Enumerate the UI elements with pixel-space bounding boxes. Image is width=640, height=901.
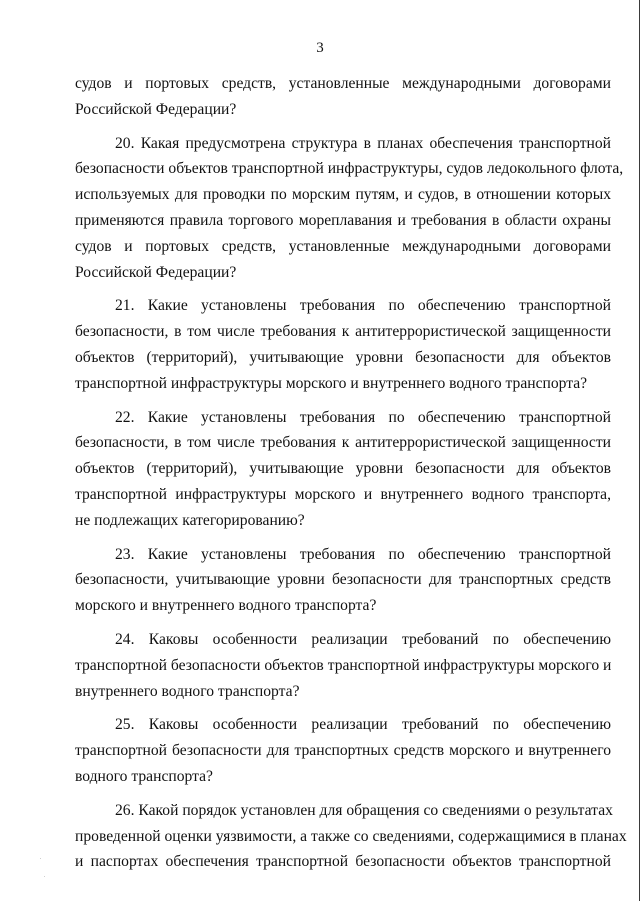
paragraph-question-23 [75,542,611,619]
paragraph-continuation [75,71,611,123]
text-line: Российской Федерации? [75,263,237,281]
text-line: не подлежащих категорированию? [75,511,305,529]
text-line: применяются правила торгового мореплавания и требования в области охраны [75,211,611,229]
text-line: судов и портовых средств, установленные международными договорами [75,75,611,92]
text-line: безопасности, в том числе требования к антитеррористической защищенности [75,434,611,452]
text-line: транспортной безопасности объектов транспортной инфраструктуры морского и [75,656,612,674]
text-line: безопасности объектов транспортной инфраструктуры, судов ледокольного флота, [75,160,624,178]
paragraph-question-24 [75,627,611,704]
paragraph-question-22 [75,405,611,534]
paragraph-question-25 [75,712,611,789]
text-line: проведенной оценки уязвимости, а также со сведениями, содержащимися в планах [75,827,627,845]
text-line: водного транспорта? [75,767,213,785]
text-line: 21. Какие установлены требования по обеспечению транспортной [115,297,611,315]
text-line: безопасности, в том числе требования к антитеррористической защищенности [75,323,611,341]
text-line: внутреннего водного транспорта? [75,682,300,700]
page-number: 3 [316,40,324,56]
text-line: 20. Какая предусмотрена структура в планах обеспечения транспортной [115,134,611,152]
text-line: 22. Какие установлены требования по обеспечению транспортной [115,408,611,426]
text-line: объектов (территорий), учитывающие уровни безопасности для объектов [75,460,611,478]
text-line: используемых для проводки по морским путям, и судов, в отношении которых [75,186,611,204]
text-line: и паспортах обеспечения транспортной безопасности объектов транспортной [75,853,611,871]
text-line: Российской Федерации? [75,100,237,118]
text-line: объектов (территорий), учитывающие уровни безопасности для объектов [75,348,611,366]
document-body [75,71,627,883]
paragraph-question-26 [75,798,627,875]
paragraph-question-21 [75,293,611,396]
paragraph-question-20 [75,131,624,286]
text-line: 23. Какие установлены требования по обеспечению транспортной [115,545,611,563]
text-line: 26. Какой порядок установлен для обращения со сведениями о результатах [115,801,613,819]
text-line: транспортной безопасности для транспортных средств морского и внутреннего [75,742,611,760]
text-line: 25. Каковы особенности реализации требований по обеспечению [115,716,611,734]
text-line: транспортной инфраструктуры морского и внутреннего водного транспорта? [75,374,588,392]
text-line: 24. Каковы особенности реализации требований по обеспечению [115,630,611,648]
text-line: морского и внутреннего водного транспорта? [75,597,377,615]
text-line: судов и портовых средств, установленные международными договорами [75,237,611,255]
scan-speck [40,858,41,859]
text-line: транспортной инфраструктуры морского и внутреннего водного транспорта, [75,485,611,503]
scan-speck [44,876,45,877]
text-line: безопасности, учитывающие уровни безопасности для транспортных средств [75,571,611,589]
